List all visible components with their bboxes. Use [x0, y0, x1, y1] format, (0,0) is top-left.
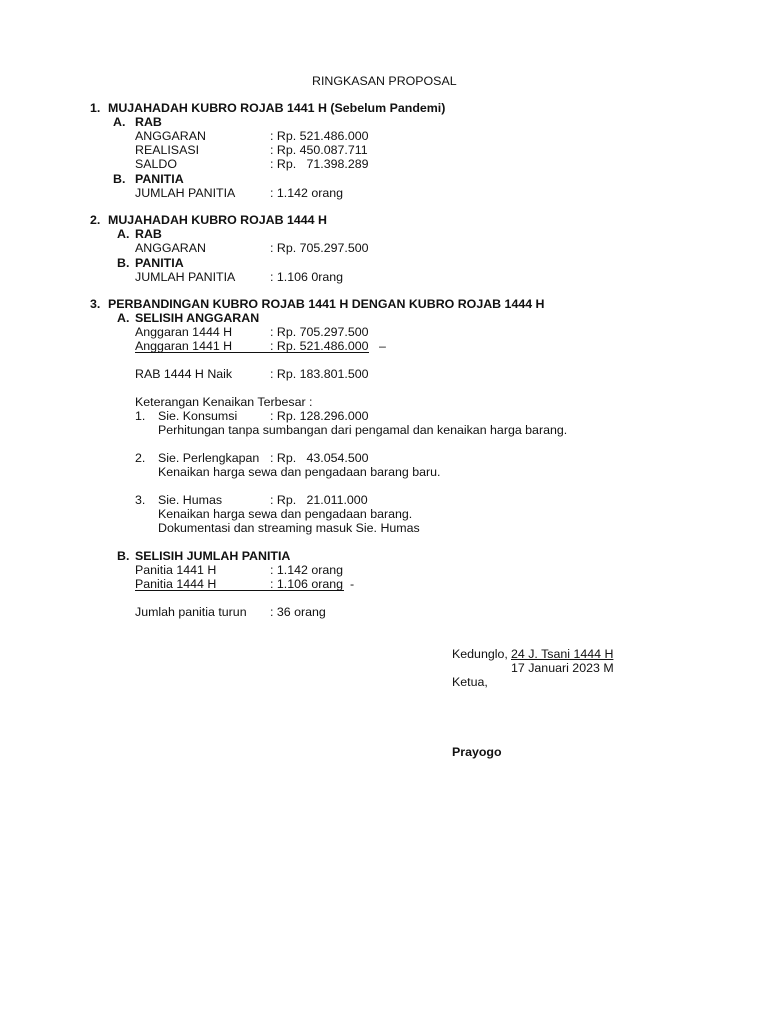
panitia-1444-value: : 1.106 0rang: [270, 270, 344, 284]
rab-naik-label: RAB 1444 H Naik: [135, 367, 233, 381]
compare-anggaran-1441-value: : Rp. 521.486.000: [270, 339, 369, 353]
item-2-value: : Rp. 43.054.500: [270, 451, 369, 465]
item-2-number: 2.: [135, 451, 146, 465]
signature-role: Ketua,: [452, 675, 488, 689]
section-3b-letter: B.: [117, 549, 130, 563]
section-3a-letter: A.: [117, 311, 130, 325]
panitia-1441-value: : 1.142 orang: [270, 186, 344, 200]
section-1a-title: RAB: [135, 115, 162, 129]
section-1b-title: PANITIA: [135, 172, 184, 186]
section-3-number: 3.: [90, 297, 101, 311]
section-2a-title: RAB: [135, 227, 162, 241]
section-2-number: 2.: [90, 213, 101, 227]
dash-sign: -: [350, 577, 355, 591]
item-3-label: Sie. Humas: [158, 493, 223, 507]
panitia-1441-label: JUMLAH PANITIA: [135, 186, 236, 200]
minus-sign: –: [379, 339, 386, 353]
compare-anggaran-1444-label: Anggaran 1444 H: [135, 325, 233, 339]
compare-panitia-1441-value: : 1.142 orang: [270, 563, 344, 577]
section-2b-title: PANITIA: [135, 256, 184, 270]
anggaran-label: ANGGARAN: [135, 129, 206, 143]
item-3-number: 3.: [135, 493, 146, 507]
compare-panitia-1444-value: : 1.106 orang: [270, 577, 344, 591]
panitia-turun-value: : 36 orang: [270, 605, 326, 619]
item-3-note-2: Dokumentasi dan streaming masuk Sie. Humas: [158, 521, 420, 535]
document-title: RINGKASAN PROPOSAL: [312, 74, 457, 88]
rab-naik-value: : Rp. 183.801.500: [270, 367, 369, 381]
compare-panitia-1444-label: Panitia 1444 H: [135, 577, 217, 591]
item-1-number: 1.: [135, 409, 146, 423]
signature-name: Prayogo: [452, 745, 502, 759]
anggaran-1444-label: ANGGARAN: [135, 241, 206, 255]
compare-anggaran-1441-label: Anggaran 1441 H: [135, 339, 233, 353]
compare-panitia-1441-label: Panitia 1441 H: [135, 563, 217, 577]
signature-place: Kedunglo,: [452, 647, 508, 661]
saldo-value: : Rp. 71.398.289: [270, 157, 369, 171]
item-3-note-1: Kenaikan harga sewa dan pengadaan barang.: [158, 507, 413, 521]
anggaran-1444-value: : Rp. 705.297.500: [270, 241, 369, 255]
item-1-label: Sie. Konsumsi: [158, 409, 238, 423]
panitia-turun-label: Jumlah panitia turun: [135, 605, 247, 619]
item-2-note: Kenaikan harga sewa dan pengadaan barang baru.: [158, 465, 441, 479]
compare-anggaran-1444-value: : Rp. 705.297.500: [270, 325, 369, 339]
panitia-subtraction-underline: [135, 590, 344, 591]
item-1-value: : Rp. 128.296.000: [270, 409, 369, 423]
item-1-note: Perhitungan tanpa sumbangan dari pengamal dan kenaikan harga barang.: [158, 423, 568, 437]
section-1-number: 1.: [90, 101, 101, 115]
keterangan-title: Keterangan Kenaikan Terbesar :: [135, 395, 313, 409]
section-2a-letter: A.: [117, 227, 130, 241]
item-3-value: : Rp. 21.011.000: [270, 493, 368, 507]
signature-masehi-date: 17 Januari 2023 M: [511, 661, 614, 675]
saldo-label: SALDO: [135, 157, 178, 171]
section-1b-letter: B.: [113, 172, 126, 186]
section-2b-letter: B.: [117, 256, 130, 270]
subtraction-underline: [135, 352, 369, 353]
section-2-heading: MUJAHADAH KUBRO ROJAB 1444 H: [108, 213, 327, 227]
section-3b-title: SELISIH JUMLAH PANITIA: [135, 549, 291, 563]
section-1-heading: MUJAHADAH KUBRO ROJAB 1441 H (Sebelum Pandemi): [108, 101, 446, 115]
realisasi-value: : Rp. 450.087.711: [270, 143, 368, 157]
realisasi-label: REALISASI: [135, 143, 200, 157]
panitia-1444-label: JUMLAH PANITIA: [135, 270, 236, 284]
anggaran-value: : Rp. 521.486.000: [270, 129, 369, 143]
section-3-heading: PERBANDINGAN KUBRO ROJAB 1441 H DENGAN KUBRO ROJAB 1444 H: [108, 297, 545, 311]
section-1a-letter: A.: [113, 115, 126, 129]
signature-hijri-date: 24 J. Tsani 1444 H: [511, 647, 614, 661]
item-2-label: Sie. Perlengkapan: [158, 451, 260, 465]
section-3a-title: SELISIH ANGGARAN: [135, 311, 260, 325]
